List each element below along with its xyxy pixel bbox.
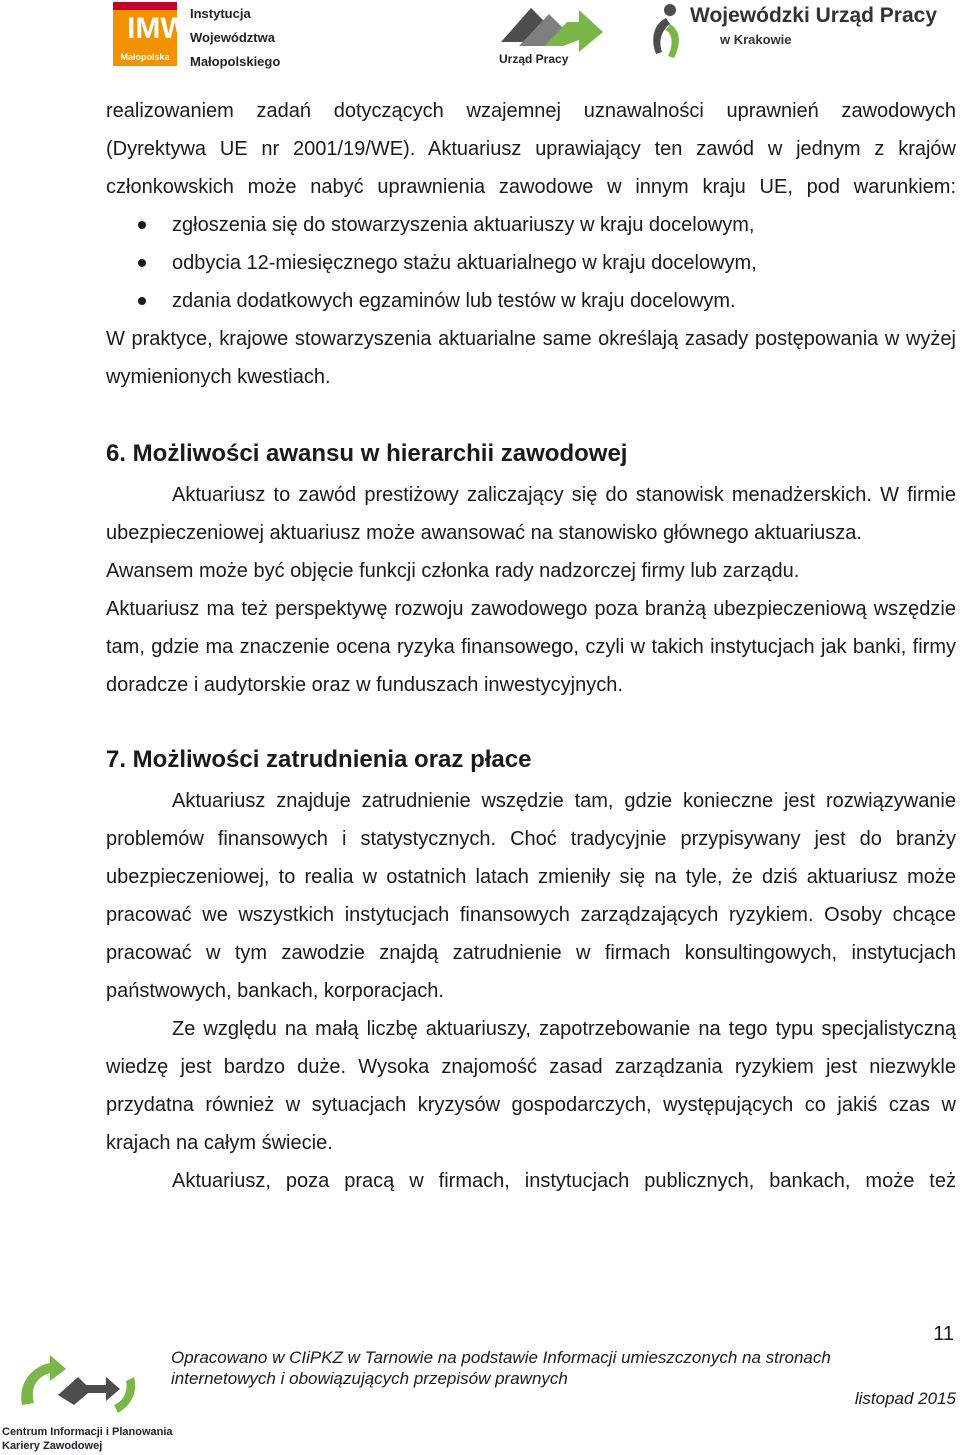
urzad-pracy-logo: Urząd Pracy (497, 2, 607, 68)
page-header (0, 0, 960, 72)
section-7-paragraph-3: Aktuariusz, poza pracą w firmach, instytucjach publicznych, bankach, może też (172, 1170, 956, 1192)
section-6-paragraph-2: Awansem może być objęcie funkcji członka rady nadzorczej firmy lub zarządu. (106, 560, 800, 582)
section-6-heading: 6. Możliwości awansu w hierarchii zawodowej (106, 440, 628, 467)
page-number: 11 (933, 1323, 954, 1345)
wup-figure-icon (640, 2, 690, 62)
bullet-icon (138, 259, 146, 267)
urzad-pracy-arrow-icon (497, 2, 607, 52)
section-7-paragraph-1: Aktuariusz znajduje zatrudnienie wszędzie tam, gdzie konieczne jest rozwiązywanie problemów finansowych i statystycznych. Choć tradycyjnie przypisywany jest do branży ubezpieczeniowej, to realia w ostatnich latach zmieniły się na tyle, że dziś aktuariusz może pracować we wszystkich instytucjach finansowych zarządzających ryzykiem. Osoby chcące pracować w tym zawodzie znajdą zatrudnienie w firmach konsultingowych, instytucjach państwowych, bankach, korporacjach. (106, 790, 956, 1002)
conditions-list (106, 206, 956, 320)
section-7-heading: 7. Możliwości zatrudnienia oraz płace (106, 746, 532, 773)
intro-closing-paragraph: W praktyce, krajowe stowarzyszenia aktuarialne same określają zasady postępowania w wyżej wymienionych kwestiach. (106, 328, 956, 388)
ciipkz-arrows-icon (14, 1355, 144, 1421)
wup-krakow-logo: Wojewódzki Urząd Pracy w Krakowie (640, 2, 940, 64)
list-item: odbycia 12-miesięcznego stażu aktuarialnego w kraju docelowym, (106, 244, 956, 282)
ciipkz-logo (0, 1355, 173, 1455)
bullet-icon (138, 221, 146, 229)
imw-logo-text: Instytucja Województwa Małopolskiego (190, 6, 281, 69)
page-footer (0, 1315, 960, 1455)
list-item: zdania dodatkowych egzaminów lub testów w kraju docelowym. (106, 282, 956, 320)
imw-emblem-icon: IMW Małopolska (113, 2, 177, 66)
section-7-paragraph-2: Ze względu na małą liczbę aktuariuszy, zapotrzebowanie na tego typu specjalistyczną wiedzę jest bardzo duże. Wysoka znajomość zasad zarządzania ryzykiem jest niezwykle przydatna również w sytuacjach kryzysów gospodarczych, występujących co jakiś czas w krajach na całym świecie. (106, 1018, 956, 1154)
section-6-paragraph-3: Aktuariusz ma też perspektywę rozwoju zawodowego poza branżą ubezpieczeniową wszędzie tam, gdzie ma znaczenie ocena ryzyka finansowego, czyli w takich instytucjach jak banki, firmy doradcze i audytorskie oraz w funduszach inwestycyjnych. (106, 598, 956, 696)
ciipkz-logo-caption: Centrum Informacji i Planowania Kariery Zawodowej (2, 1426, 173, 1452)
intro-paragraph: realizowaniem zadań dotyczących wzajemnej uznawalności uprawnień zawodowych (Dyrektywa UE nr 2001/19/WE). Aktuariusz uprawiający ten zawód w jednym z krajów członkowskich może nabyć uprawnienia zawodowe w innym kraju UE, pod warunkiem: (106, 100, 956, 198)
footer-date: listopad 2015 (854, 1389, 956, 1408)
bullet-icon (138, 297, 146, 305)
document-body (106, 92, 956, 1200)
list-item: zgłoszenia się do stowarzyszenia aktuariuszy w kraju docelowym, (106, 206, 956, 244)
section-6-paragraph-1: Aktuariusz to zawód prestiżowy zaliczający się do stanowisk menadżerskich. W firmie ubezpieczeniowej aktuariusz może awansować na stanowisko głównego aktuariusza. (106, 484, 956, 544)
imw-logo (113, 2, 293, 68)
footer-note: Opracowano w CIiPKZ w Tarnowie na podstawie Informacji umieszczonych na stronach internetowych i obowiązujących przepisów prawnych (171, 1348, 831, 1388)
